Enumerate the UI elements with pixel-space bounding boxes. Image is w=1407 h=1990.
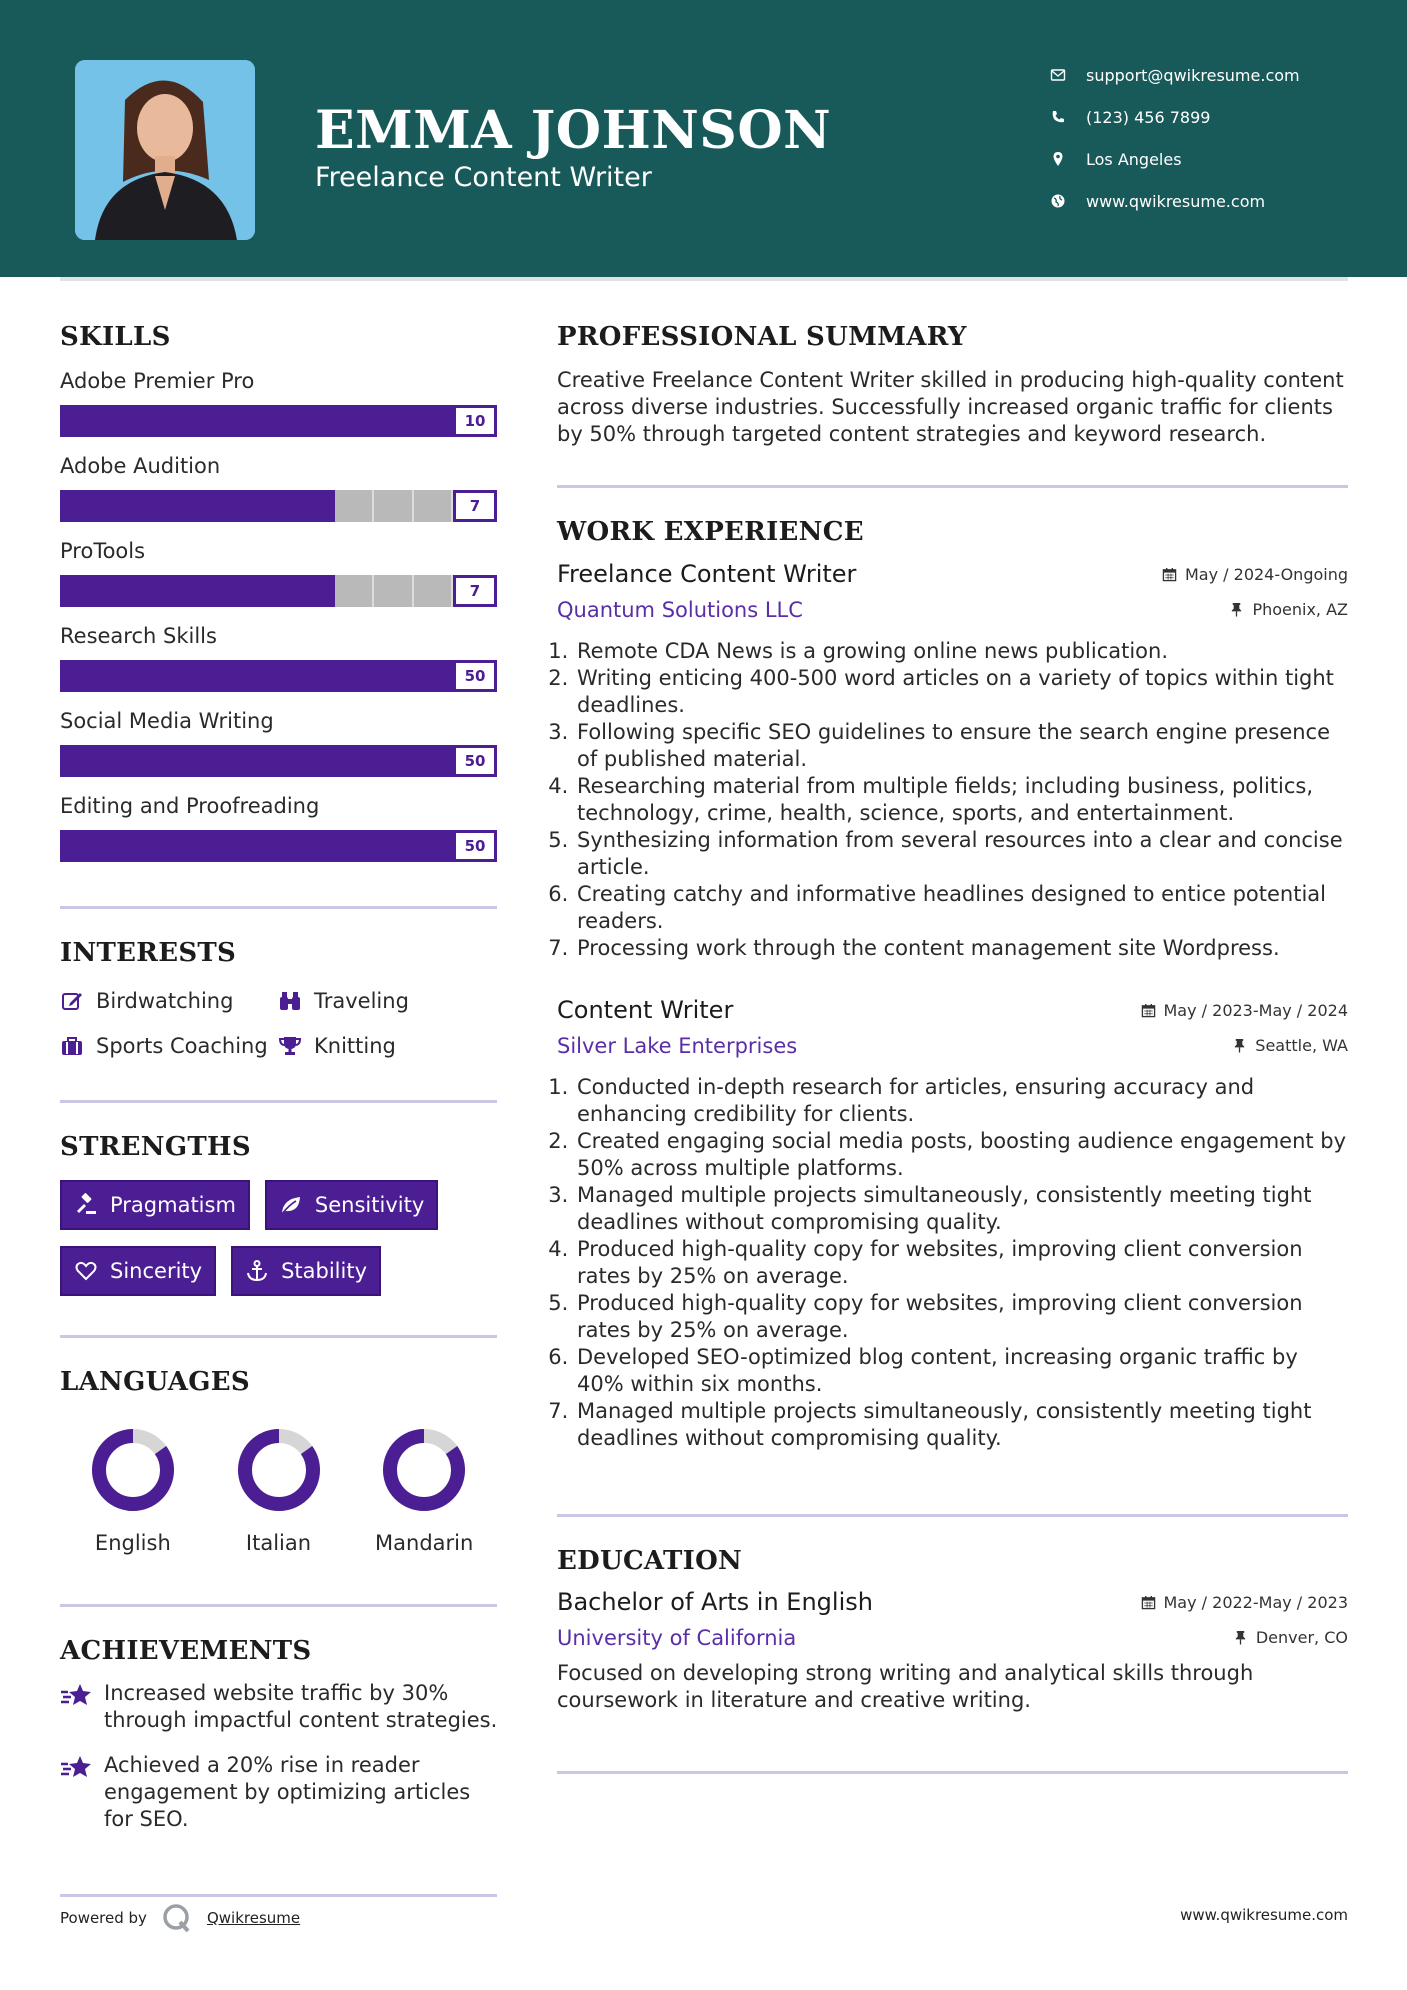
heart-icon <box>74 1259 98 1283</box>
skill-item <box>60 620 497 705</box>
language-item <box>60 1425 206 1555</box>
skill-bar-fill <box>60 490 335 522</box>
skill-value-badge: 50 <box>453 745 497 777</box>
skill-bar-segment <box>374 490 413 522</box>
section-divider <box>60 1335 497 1338</box>
education-heading: EDUCATION <box>557 1546 743 1576</box>
contact-website[interactable] <box>1050 180 1370 222</box>
section-divider <box>60 1604 497 1607</box>
calendar-icon <box>1162 567 1177 582</box>
education-dates <box>1141 1593 1349 1612</box>
language-item <box>206 1425 352 1555</box>
summary-heading: PROFESSIONAL SUMMARY <box>557 322 967 352</box>
skill-value-badge: 7 <box>453 490 497 522</box>
languages-list <box>60 1425 497 1555</box>
contact-phone[interactable] <box>1050 96 1370 138</box>
job-bullets <box>557 1074 1348 1452</box>
contact-email[interactable] <box>1050 54 1370 96</box>
job-bullets <box>557 638 1348 962</box>
gavel-icon <box>74 1193 98 1217</box>
skill-item <box>60 450 497 535</box>
interest-item <box>60 1034 278 1058</box>
interest-item <box>278 989 409 1013</box>
language-ring <box>234 1425 324 1515</box>
skill-bar-fill <box>60 745 497 777</box>
strengths-list <box>60 1180 497 1312</box>
job-bullet: 5. Synthesizing information from several resources into a clear and concise article. <box>575 827 1348 881</box>
strength-label: Sincerity <box>110 1259 203 1283</box>
contact-location-text: Los Angeles <box>1086 149 1182 169</box>
experience-heading: WORK EXPERIENCE <box>557 517 864 547</box>
strength-label: Stability <box>281 1259 368 1283</box>
skill-item <box>60 535 497 620</box>
strengths-row <box>60 1246 497 1296</box>
language-ring <box>88 1425 178 1515</box>
school-name: University of California <box>557 1626 797 1650</box>
contact-phone-text: (123) 456 7899 <box>1086 107 1211 127</box>
job-bullet: 7. Managed multiple projects simultaneously, consistently meeting tight deadlines without compromising quality. <box>575 1398 1348 1452</box>
degree-name: Bachelor of Arts in English <box>557 1588 873 1616</box>
interest-label: Traveling <box>314 988 409 1013</box>
skill-bar <box>60 405 497 437</box>
job-subheader <box>557 598 1348 622</box>
job-bullet: 2. Created engaging social media posts, boosting audience engagement by 50% across multiple platforms. <box>575 1128 1348 1182</box>
pushpin-icon <box>1233 1630 1248 1645</box>
education-location <box>1233 1628 1348 1647</box>
job-dates-text: May / 2023-May / 2024 <box>1163 1001 1348 1020</box>
skill-bar <box>60 490 497 522</box>
job-bullet: 5. Produced high-quality copy for websites, improving client conversion rates by 25% on average. <box>575 1290 1348 1344</box>
powered-by <box>60 1902 300 1934</box>
job-location <box>1232 1036 1348 1055</box>
calendar-icon <box>1141 1595 1156 1610</box>
qwikresume-logo-icon <box>161 1902 193 1934</box>
pushpin-icon <box>1229 602 1244 617</box>
education-subheader <box>557 1626 1348 1650</box>
job-dates <box>1141 1001 1349 1020</box>
skill-value-badge: 50 <box>453 830 497 862</box>
job-bullet: 6. Creating catchy and informative headlines designed to entice potential readers. <box>575 881 1348 935</box>
skills-list <box>60 365 497 875</box>
skill-value-badge: 7 <box>453 575 497 607</box>
person-portrait-icon <box>75 60 255 240</box>
achievement-text: Achieved a 20% rise in reader engagement by optimizing articles for SEO. <box>104 1753 471 1831</box>
language-item <box>351 1425 497 1555</box>
strength-label: Sensitivity <box>314 1193 425 1217</box>
edit-icon <box>60 989 84 1013</box>
summary-section <box>557 367 1348 448</box>
language-name: English <box>94 1531 171 1555</box>
skill-item <box>60 365 497 450</box>
strength-tag <box>231 1246 381 1296</box>
map-pin-icon <box>1050 151 1066 167</box>
job-dates-text: May / 2024-Ongoing <box>1185 565 1348 584</box>
trophy-icon <box>278 1034 302 1058</box>
job-bullet: 7. Processing work through the content management site Wordpress. <box>575 935 1348 962</box>
envelope-icon <box>1050 67 1066 83</box>
job-role: Content Writer <box>557 996 734 1024</box>
footer-divider <box>60 1894 497 1897</box>
interest-item <box>60 989 278 1013</box>
job-bullet: 4. Produced high-quality copy for websites, improving client conversion rates by 25% on average. <box>575 1236 1348 1290</box>
profile-photo <box>75 60 255 240</box>
job-bullet: 1. Conducted in-depth research for articles, ensuring accuracy and enhancing credibility for clients. <box>575 1074 1348 1128</box>
company-name: Silver Lake Enterprises <box>557 1034 798 1058</box>
skill-bar-segment <box>335 490 374 522</box>
footer-website[interactable]: www.qwikresume.com <box>1180 1906 1348 1924</box>
summary-text: Creative Freelance Content Writer skilled in producing high-quality content across diverse industries. Successfully increased organic traffic for clients by 50% through targeted content strategies and keyword research. <box>557 368 1344 446</box>
company-name: Quantum Solutions LLC <box>557 598 803 622</box>
section-divider <box>557 485 1348 488</box>
skill-name: Adobe Premier Pro <box>60 369 255 393</box>
job-bullet: 4. Researching material from multiple fields; including business, politics, technology, crime, health, science, sports, and entertainment. <box>575 773 1348 827</box>
language-name: Italian <box>245 1531 312 1555</box>
binoculars-icon <box>278 989 302 1013</box>
section-divider <box>60 1100 497 1103</box>
skill-name: Research Skills <box>60 624 217 648</box>
job-bullet: 6. Developed SEO-optimized blog content, increasing organic traffic by 40% within six months. <box>575 1344 1348 1398</box>
contact-list <box>1050 54 1370 222</box>
experience-item <box>557 560 1348 962</box>
anchor-icon <box>245 1259 269 1283</box>
interest-label: Sports Coaching <box>96 1033 268 1058</box>
achievement-text: Increased website traffic by 30% through impactful content strategies. <box>104 1681 498 1732</box>
job-header <box>557 560 1348 588</box>
section-divider <box>557 1514 1348 1517</box>
job-location <box>1229 600 1348 619</box>
skill-item <box>60 705 497 790</box>
skill-bar-segment <box>414 490 453 522</box>
job-role: Freelance Content Writer <box>557 560 857 588</box>
job-header <box>557 996 1348 1024</box>
strength-tag <box>60 1246 216 1296</box>
interests-row <box>60 1023 497 1068</box>
skills-heading: SKILLS <box>60 322 171 352</box>
contact-website-text: www.qwikresume.com <box>1086 191 1266 211</box>
achievement-item <box>60 1752 500 1833</box>
skill-bar-fill <box>60 830 497 862</box>
skill-bar <box>60 575 497 607</box>
job-bullet: 3. Managed multiple projects simultaneously, consistently meeting tight deadlines without compromising quality. <box>575 1182 1348 1236</box>
job-dates <box>1162 565 1348 584</box>
section-divider <box>60 906 497 909</box>
skill-bar-segment <box>414 575 453 607</box>
contact-location <box>1050 138 1370 180</box>
calendar-icon <box>1141 1003 1156 1018</box>
skill-bar-fill <box>60 660 497 692</box>
achievement-item <box>60 1680 500 1734</box>
header-divider <box>60 277 1348 281</box>
skill-bar-fill <box>60 575 335 607</box>
skill-bar <box>60 660 497 692</box>
job-location-text: Seattle, WA <box>1255 1036 1348 1055</box>
skill-bar-segment <box>335 575 374 607</box>
contact-email-text: support@qwikresume.com <box>1086 65 1300 85</box>
skill-name: Editing and Proofreading <box>60 794 320 818</box>
strengths-heading: STRENGTHS <box>60 1132 251 1162</box>
interests-list <box>60 978 497 1068</box>
interests-heading: INTERESTS <box>60 938 237 968</box>
resume-header <box>0 0 1407 277</box>
qwikresume-link[interactable]: Qwikresume <box>206 1909 301 1927</box>
candidate-title: Freelance Content Writer <box>315 162 652 193</box>
language-ring <box>379 1425 469 1515</box>
languages-heading: LANGUAGES <box>60 1367 250 1397</box>
education-item <box>557 1588 1348 1714</box>
skill-bar-fill <box>60 405 497 437</box>
job-bullet: 2. Writing enticing 400-500 word articles on a variety of topics within tight deadlines. <box>575 665 1348 719</box>
interest-label: Knitting <box>314 1033 396 1058</box>
section-divider <box>557 1771 1348 1774</box>
education-description: Focused on developing strong writing and analytical skills through coursework in literature and creative writing. <box>557 1661 1254 1712</box>
skill-bar-segment <box>374 575 413 607</box>
pushpin-icon <box>1232 1038 1247 1053</box>
skill-value-badge: 10 <box>453 405 497 437</box>
interest-item <box>278 1034 396 1058</box>
education-header <box>557 1588 1348 1616</box>
education-dates-text: May / 2022-May / 2023 <box>1163 1593 1348 1612</box>
skill-value-badge: 50 <box>453 660 497 692</box>
skill-bar <box>60 830 497 862</box>
education-location-text: Denver, CO <box>1255 1628 1348 1647</box>
strength-tag <box>60 1180 250 1230</box>
candidate-name: EMMA JOHNSON <box>315 100 832 161</box>
briefcase-icon <box>60 1034 84 1058</box>
strength-tag <box>265 1180 438 1230</box>
strengths-row <box>60 1180 497 1230</box>
job-bullet: 1. Remote CDA News is a growing online news publication. <box>575 638 1348 665</box>
globe-icon <box>1050 193 1066 209</box>
interests-row <box>60 978 497 1023</box>
shooting-star-icon <box>60 1750 94 1784</box>
shooting-star-icon <box>60 1678 94 1712</box>
phone-icon <box>1050 109 1066 125</box>
job-bullet: 3. Following specific SEO guidelines to ensure the search engine presence of published material. <box>575 719 1348 773</box>
job-subheader <box>557 1034 1348 1058</box>
experience-item <box>557 996 1348 1452</box>
skill-item <box>60 790 497 875</box>
achievements-heading: ACHIEVEMENTS <box>60 1636 312 1666</box>
skill-name: Adobe Audition <box>60 454 221 478</box>
skill-name: Social Media Writing <box>60 709 274 733</box>
job-location-text: Phoenix, AZ <box>1252 600 1348 619</box>
powered-by-label: Powered by <box>60 1909 147 1927</box>
skill-bar <box>60 745 497 777</box>
leaf-icon <box>279 1193 303 1217</box>
language-name: Mandarin <box>375 1531 474 1555</box>
strength-label: Pragmatism <box>110 1193 236 1217</box>
interest-label: Birdwatching <box>96 988 234 1013</box>
achievements-list <box>60 1680 500 1851</box>
skill-name: ProTools <box>60 539 146 563</box>
